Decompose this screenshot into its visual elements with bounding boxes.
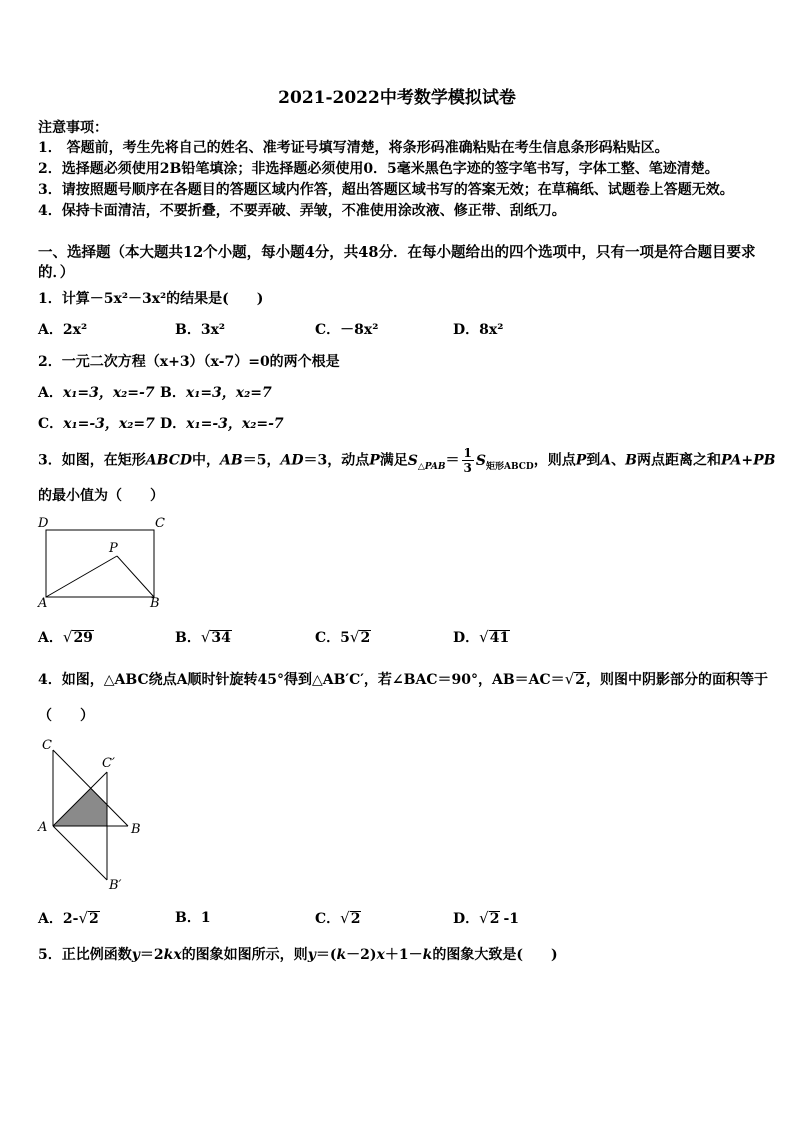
option-label: A． — [38, 322, 63, 338]
q5-stem-text: 5．正比例函数 — [38, 947, 132, 963]
radicand: 2 — [360, 630, 371, 646]
q3-stem-text: 两点距离之和 — [636, 452, 721, 469]
square-root — [63, 627, 94, 648]
option-label: D． — [453, 911, 480, 927]
option-prefix: 2- — [62, 911, 79, 927]
radicand: 2 — [575, 672, 585, 688]
radical-sign: √ — [479, 628, 489, 646]
option-value: 2x² — [62, 322, 88, 338]
option-value: x₁=3，x₂=-7 — [62, 385, 155, 401]
option-label: B． — [175, 630, 201, 646]
radicand: 2 — [350, 911, 361, 927]
radical-sign: √ — [200, 628, 211, 646]
q2-option-c — [38, 414, 155, 434]
q3-stem-text: 、 — [611, 452, 626, 469]
fraction-one-third — [462, 446, 474, 475]
radical-sign: √ — [564, 670, 575, 688]
option-suffix: -1 — [503, 911, 520, 927]
q5-stem-var: y — [131, 947, 140, 963]
q5-stem-text: ＝2 — [139, 947, 164, 963]
notice-item-3: 3．请按照题号顺序在各题目的答题区域内作答，超出答题区域书写的答案无效；在草稿纸、试题卷上答题无效。 — [38, 182, 734, 198]
q4-option-d — [453, 908, 519, 929]
q2-option-d — [160, 414, 284, 434]
radical-sign: √ — [349, 628, 360, 646]
label-c: C — [42, 738, 52, 753]
option-label: C． — [315, 911, 341, 927]
q3-stem-var: B — [625, 452, 637, 469]
option-label: B． — [175, 322, 201, 338]
radicand: 2 — [489, 911, 500, 927]
q3-option-a — [38, 627, 94, 648]
q5-stem-text: ＋1－ — [384, 947, 423, 963]
section-heading-line2: 的．） — [38, 264, 75, 281]
radicand: 29 — [73, 630, 93, 646]
option-value: 1 — [200, 910, 211, 926]
q5-stem-text: 的图象大致是( ) — [432, 947, 558, 963]
q3-stem-text: 3．如图，在矩形 — [38, 452, 146, 469]
q5-stem-var: k — [422, 947, 433, 963]
area-rectangle — [475, 452, 534, 472]
q1-option-c — [315, 320, 378, 340]
q3-stem-text: ，则点 — [533, 452, 576, 469]
area-symbol: S — [407, 452, 418, 469]
label-b-prime: B′ — [109, 878, 122, 893]
radicand: 34 — [211, 630, 231, 646]
square-root — [350, 627, 371, 648]
q5-stem-var: kx — [163, 947, 182, 963]
q3-stem-var: AD — [280, 452, 304, 469]
square-root — [78, 908, 99, 929]
section-heading-line1: 一、选择题（本大题共12个小题，每小题4分，共48分．在每小题给出的四个选项中，只有一项是符合题目要求 — [38, 244, 756, 261]
area-pab — [407, 452, 446, 472]
option-value: x₁=-3，x₂=7 — [63, 416, 155, 432]
option-label: D． — [160, 416, 187, 432]
square-root — [479, 908, 500, 929]
q5-stem-text: －2) — [346, 947, 377, 963]
label-d: D — [38, 516, 49, 531]
q2-option-b — [160, 383, 272, 403]
q5-stem-text: ＝( — [315, 947, 337, 963]
square-root — [201, 627, 232, 648]
q3-stem-var: A — [600, 452, 612, 469]
q5-stem-var: k — [336, 947, 347, 963]
option-label: C． — [38, 416, 64, 432]
segment-pa — [46, 556, 117, 597]
q3-stem-text: 满足 — [379, 452, 408, 469]
q3-stem-text: ＝3，动点 — [303, 452, 370, 469]
q4-figure — [30, 735, 170, 900]
option-label: D． — [453, 322, 480, 338]
q1-option-d — [453, 320, 503, 340]
q4-option-b — [175, 908, 211, 928]
option-label: B． — [160, 385, 186, 401]
square-root — [565, 669, 586, 690]
label-b: B — [150, 596, 160, 611]
square-root — [340, 908, 361, 929]
option-value: －8x² — [340, 322, 379, 338]
q1-stem: 1．计算－5x²－3x²的结果是( ) — [38, 291, 264, 307]
fraction-numerator: 1 — [463, 446, 472, 460]
area-symbol: S — [475, 452, 486, 469]
q3-stem-var: PA+PB — [720, 452, 776, 469]
q3-stem-text: 中， — [192, 452, 220, 469]
area-subscript: 矩形ABCD — [485, 461, 534, 472]
q3-stem-var: AB — [220, 452, 243, 469]
q3-stem-line1 — [38, 446, 775, 477]
q3-stem-line2: 的最小值为（ ） — [38, 488, 164, 504]
q3-option-d — [453, 627, 510, 648]
q2-stem: 2．一元二次方程（x+3）（x-7）=0的两个根是 — [38, 354, 340, 370]
q5-stem — [38, 945, 558, 965]
option-label: D． — [453, 630, 480, 646]
segment-pb — [117, 556, 154, 597]
q4-option-c — [315, 908, 361, 929]
radical-sign: √ — [479, 909, 489, 927]
q3-figure — [30, 512, 170, 612]
radicand: 2 — [89, 911, 99, 927]
label-c-prime: C′ — [102, 756, 115, 771]
notice-heading: 注意事项： — [38, 120, 108, 136]
option-value: 8x² — [479, 322, 504, 338]
notice-item-4: 4．保持卡面清洁，不要折叠，不要弄破、弄皱，不准使用涂改液、修正带、刮纸刀。 — [38, 203, 566, 219]
option-label: A． — [38, 630, 63, 646]
option-value: x₁=-3，x₂=-7 — [186, 416, 284, 432]
radical-sign: √ — [340, 909, 350, 927]
q5-stem-text: 的图象如图所示，则 — [181, 947, 308, 963]
option-label: C． — [315, 630, 341, 646]
q4-stem-text: ，则图中阴影部分的面积等于 — [586, 672, 768, 688]
label-b: B — [131, 822, 141, 837]
q3-stem-var: ABCD — [145, 452, 192, 469]
option-value: 3x² — [200, 322, 226, 338]
q1-option-b — [175, 320, 225, 340]
coefficient: 5 — [340, 630, 350, 646]
square-root — [479, 627, 510, 648]
option-label: C． — [315, 322, 341, 338]
q4-stem-text: 4．如图，△ABC绕点A顺时针旋转45°得到△AB′C′，若∠BAC＝90°，AB＝AC＝ — [38, 672, 565, 688]
rectangle-abcd — [46, 530, 154, 597]
q3-stem-var: P — [369, 452, 380, 469]
q3-stem-text: 到 — [586, 452, 601, 469]
label-c: C — [155, 516, 165, 531]
q5-stem-var: x — [376, 947, 385, 963]
option-label: A． — [38, 385, 63, 401]
label-a: A — [38, 596, 48, 611]
label-a: A — [38, 820, 48, 835]
option-label: A． — [38, 911, 63, 927]
option-label: B． — [175, 910, 201, 926]
q3-option-c — [315, 627, 371, 648]
q4-stem-line1 — [38, 669, 768, 690]
q4-stem-line2: （ ） — [38, 708, 94, 724]
q2-option-a — [38, 383, 155, 403]
q5-stem-var: y — [307, 947, 316, 963]
q3-stem-text: ＝5， — [242, 452, 281, 469]
label-p: P — [109, 541, 118, 556]
shaded-region — [53, 788, 107, 826]
segment-ab-prime — [53, 826, 107, 880]
option-value: x₁=3，x₂=7 — [185, 385, 272, 401]
fraction-denominator: 3 — [463, 461, 472, 475]
area-subscript: △PAB — [417, 461, 446, 472]
q3-stem-var: P — [575, 452, 587, 469]
q4-option-a — [38, 908, 100, 929]
exam-title: 2021-2022中考数学模拟试卷 — [278, 88, 516, 108]
radical-sign: √ — [78, 909, 88, 927]
radicand: 41 — [489, 630, 510, 646]
radical-sign: √ — [62, 628, 73, 646]
equals-sign: ＝ — [445, 452, 460, 469]
notice-item-2: 2．选择题必须使用2B铅笔填涂；非选择题必须使用0．5毫米黑色字迹的签字笔书写，字体工整、笔迹清楚。 — [38, 161, 719, 177]
q3-option-b — [175, 627, 232, 648]
notice-item-1: 1． 答题前，考生先将自己的姓名、准考证号填写清楚，将条形码准确粘贴在考生信息条形码粘贴区。 — [38, 140, 669, 156]
q1-option-a — [38, 320, 87, 340]
